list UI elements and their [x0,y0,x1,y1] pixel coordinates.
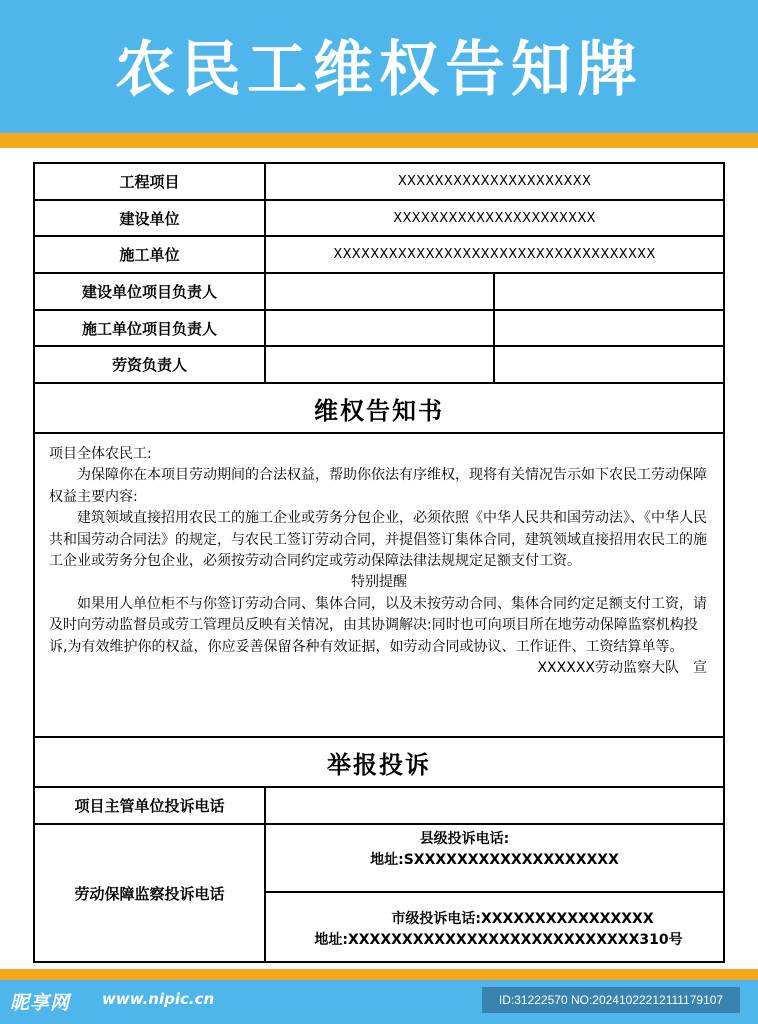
table-row [35,311,723,347]
footer-url: www.nipic.cn [102,990,215,1008]
row-value-project: XXXXXXXXXXXXXXXXXXXXX [397,174,592,189]
notice-body [49,444,709,679]
complaint-title: 举报投诉 [327,750,431,779]
row-label-project: 工程项目 [119,173,180,191]
notice-body-row [35,434,723,738]
page-title: 农民工维权告知牌 [115,35,643,105]
complaint-row-labor [35,825,723,961]
notice-paragraph-2: 建筑领域直接招用农民工的施工企业或劳务分包企业，必须依照《中华人民共和国劳动法》、《中华人民共和国劳动合同法》的规定，与农民工签订劳动合同，并提倡签订集体合同，建筑领域直接招用农民工的施工企业或劳务分包企业，必须按劳动合同约定或劳动保障法律法规规定足额支付工资。 [49,510,707,570]
row-label-builder-manager: 建设单位项目负责人 [81,283,217,301]
complaint-label-labor: 劳动保障监察投诉电话 [74,884,225,903]
notice-board-table [33,162,725,963]
nipic-logo: 昵享网 [10,992,71,1014]
notice-greeting: 项目全体农民工: [49,446,152,462]
row-label-builder: 建设单位 [119,209,180,228]
row-value-builder: XXXXXXXXXXXXXXXXXXXXXX [393,210,596,226]
notice-paragraph-1: 为保障你在本项目劳动期间的合法权益，帮助你依法有序维权，现将有关情况告示如下农民工劳动保障权益主要内容: [49,467,707,505]
table-row [35,237,723,274]
table-row [35,201,723,237]
table-row [35,164,723,201]
city-contact [266,909,723,951]
complaint-label-supervisor: 项目主管单位投诉电话 [74,797,225,815]
notice-title-row [35,384,723,434]
header-banner [0,0,758,133]
county-address: 地址:SXXXXXXXXXXXXXXXXXXX [370,852,619,868]
notice-title: 维权告知书 [314,396,444,425]
county-phone: 县级投诉电话: [419,831,510,847]
footer-bar [0,980,758,1024]
table-row [35,347,723,384]
row-label-contractor-manager: 施工单位项目负责人 [81,319,217,338]
table-row [35,788,723,825]
county-contact [266,829,723,871]
row-value-contractor: XXXXXXXXXXXXXXXXXXXXXXXXXXXXXXXXXXX [333,247,656,262]
city-address: 地址:XXXXXXXXXXXXXXXXXXXXXXXXXXX310号 [314,932,683,948]
table-row [35,274,723,311]
notice-signature: XXXXXX劳动监察大队 宣 [537,660,707,677]
row-label-contractor: 施工单位 [119,246,180,264]
bottom-stripe [0,969,758,980]
row-label-labor-manager: 劳资负责人 [111,356,187,374]
footer-id-badge: ID:31222570 NO:20241022212111179107 [482,987,740,1013]
notice-paragraph-3: 如果用人单位柜不与你签订劳动合同、集体合同，以及未按劳动合同、集体合同约定足额支付工资，请及时向劳动监督员或劳工管理员反映有关情况，由其协调解决:同时也可向项目所在地劳动保障监察机构投诉,为有效维护你的权益，你应妥善保留各种有效证据，如劳动合同或协议、工作证件、工资结算单等。 [49,595,707,655]
top-stripe [0,133,758,148]
notice-subtitle: 特别提醒 [351,574,407,591]
complaint-title-row [35,738,723,788]
city-phone: 市级投诉电话:XXXXXXXXXXXXXXXX [391,911,654,927]
